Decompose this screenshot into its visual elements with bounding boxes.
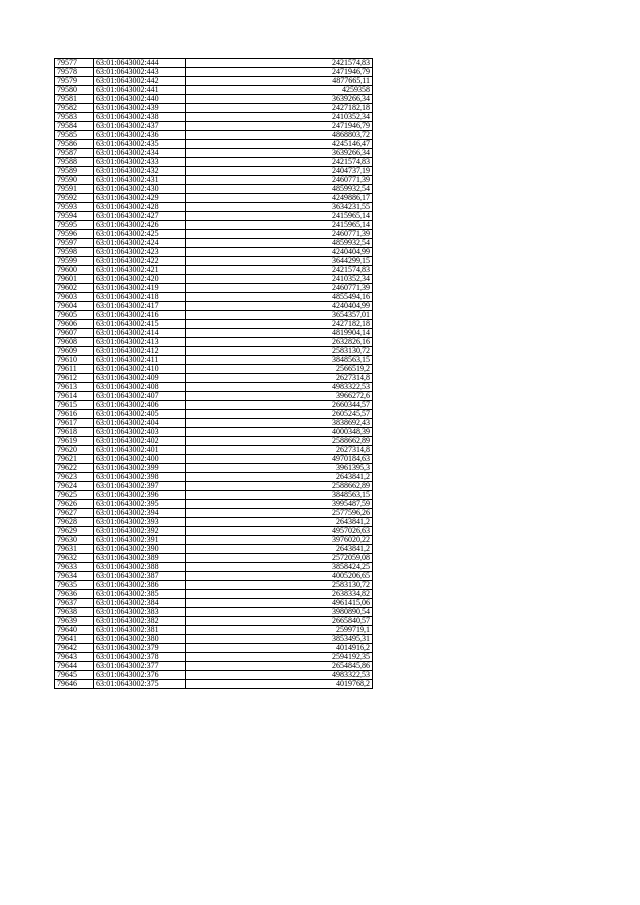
cadastral-number-cell: 63:01:0643002:398 [94,473,186,482]
cadastral-number-cell: 63:01:0643002:429 [94,194,186,203]
value-cell: 2583130,72 [186,581,373,590]
row-number-cell: 79593 [55,203,94,212]
cadastral-number-cell: 63:01:0643002:391 [94,536,186,545]
row-number-cell: 79582 [55,104,94,113]
row-number-cell: 79587 [55,149,94,158]
cadastral-number-cell: 63:01:0643002:414 [94,329,186,338]
table-row [55,554,373,563]
value-cell: 4859932,54 [186,239,373,248]
row-number-cell: 79597 [55,239,94,248]
value-cell: 3961395,3 [186,464,373,473]
cadastral-number-cell: 63:01:0643002:399 [94,464,186,473]
value-cell: 2638334,82 [186,590,373,599]
cadastral-number-cell: 63:01:0643002:412 [94,347,186,356]
table-row [55,491,373,500]
value-cell: 2427182,18 [186,320,373,329]
table-row [55,680,373,689]
cadastral-number-cell: 63:01:0643002:441 [94,86,186,95]
table-row [55,104,373,113]
row-number-cell: 79583 [55,113,94,122]
row-number-cell: 79627 [55,509,94,518]
row-number-cell: 79606 [55,320,94,329]
cadastral-number-cell: 63:01:0643002:386 [94,581,186,590]
table-row [55,140,373,149]
row-number-cell: 79617 [55,419,94,428]
table-row [55,266,373,275]
value-cell: 2665840,57 [186,617,373,626]
value-cell: 2632826,16 [186,338,373,347]
table-row [55,167,373,176]
value-cell: 4983322,53 [186,383,373,392]
row-number-cell: 79586 [55,140,94,149]
cadastral-number-cell: 63:01:0643002:378 [94,653,186,662]
table-row [55,383,373,392]
cadastral-number-cell: 63:01:0643002:413 [94,338,186,347]
table-row [55,419,373,428]
row-number-cell: 79598 [55,248,94,257]
row-number-cell: 79577 [55,59,94,68]
cadastral-number-cell: 63:01:0643002:444 [94,59,186,68]
value-cell: 2643841,2 [186,545,373,554]
table-row [55,86,373,95]
row-number-cell: 79623 [55,473,94,482]
row-number-cell: 79608 [55,338,94,347]
row-number-cell: 79615 [55,401,94,410]
table-row [55,662,373,671]
cadastral-number-cell: 63:01:0643002:427 [94,212,186,221]
row-number-cell: 79630 [55,536,94,545]
value-cell: 2471946,79 [186,68,373,77]
cadastral-number-cell: 63:01:0643002:407 [94,392,186,401]
value-cell: 2421574,83 [186,158,373,167]
cadastral-number-cell: 63:01:0643002:435 [94,140,186,149]
cadastral-number-cell: 63:01:0643002:440 [94,95,186,104]
value-cell: 4855494,16 [186,293,373,302]
row-number-cell: 79635 [55,581,94,590]
table-row [55,131,373,140]
row-number-cell: 79640 [55,626,94,635]
value-cell: 3639266,34 [186,149,373,158]
table-row [55,473,373,482]
value-cell: 2460771,39 [186,230,373,239]
value-cell: 4877665,11 [186,77,373,86]
row-number-cell: 79596 [55,230,94,239]
cadastral-number-cell: 63:01:0643002:392 [94,527,186,536]
cadastral-number-cell: 63:01:0643002:402 [94,437,186,446]
table-row [55,482,373,491]
value-cell: 4819904,14 [186,329,373,338]
value-cell: 2583130,72 [186,347,373,356]
value-cell: 2594192,35 [186,653,373,662]
row-number-cell: 79580 [55,86,94,95]
value-cell: 2643841,2 [186,518,373,527]
table-row [55,635,373,644]
row-number-cell: 79579 [55,77,94,86]
table-row [55,329,373,338]
row-number-cell: 79631 [55,545,94,554]
row-number-cell: 79594 [55,212,94,221]
value-cell: 3848563,15 [186,356,373,365]
row-number-cell: 79595 [55,221,94,230]
value-cell: 3995487,59 [186,500,373,509]
cadastral-number-cell: 63:01:0643002:430 [94,185,186,194]
value-cell: 3644299,15 [186,257,373,266]
cadastral-number-cell: 63:01:0643002:424 [94,239,186,248]
table-row [55,95,373,104]
value-cell: 3654357,01 [186,311,373,320]
table-row [55,428,373,437]
cadastral-number-cell: 63:01:0643002:390 [94,545,186,554]
value-cell: 4970184,63 [186,455,373,464]
table-body [55,59,373,689]
row-number-cell: 79604 [55,302,94,311]
cadastral-number-cell: 63:01:0643002:419 [94,284,186,293]
value-cell: 2572059,08 [186,554,373,563]
value-cell: 4019768,2 [186,680,373,689]
cadastral-number-cell: 63:01:0643002:425 [94,230,186,239]
table-row [55,338,373,347]
table-row [55,590,373,599]
value-cell: 4961415,06 [186,599,373,608]
table-row [55,356,373,365]
cadastral-number-cell: 63:01:0643002:405 [94,410,186,419]
row-number-cell: 79602 [55,284,94,293]
value-cell: 2415965,14 [186,212,373,221]
cadastral-number-cell: 63:01:0643002:436 [94,131,186,140]
value-cell: 2599719,1 [186,626,373,635]
table-row [55,437,373,446]
cadastral-number-cell: 63:01:0643002:375 [94,680,186,689]
row-number-cell: 79614 [55,392,94,401]
table-row [55,311,373,320]
row-number-cell: 79645 [55,671,94,680]
table-row [55,536,373,545]
cadastral-number-cell: 63:01:0643002:385 [94,590,186,599]
value-cell: 2415965,14 [186,221,373,230]
row-number-cell: 79592 [55,194,94,203]
value-cell: 4859932,54 [186,185,373,194]
table-row [55,293,373,302]
data-table [54,58,373,689]
row-number-cell: 79624 [55,482,94,491]
cadastral-number-cell: 63:01:0643002:382 [94,617,186,626]
row-number-cell: 79628 [55,518,94,527]
table-row [55,599,373,608]
value-cell: 2471946,79 [186,122,373,131]
table-row [55,239,373,248]
table-row [55,653,373,662]
cadastral-number-cell: 63:01:0643002:388 [94,563,186,572]
value-cell: 2421574,83 [186,266,373,275]
row-number-cell: 79610 [55,356,94,365]
row-number-cell: 79646 [55,680,94,689]
value-cell: 3639266,34 [186,95,373,104]
cadastral-number-cell: 63:01:0643002:423 [94,248,186,257]
table-row [55,275,373,284]
cadastral-number-cell: 63:01:0643002:438 [94,113,186,122]
table-row [55,545,373,554]
table-row [55,149,373,158]
value-cell: 4245146,47 [186,140,373,149]
cadastral-number-cell: 63:01:0643002:400 [94,455,186,464]
row-number-cell: 79590 [55,176,94,185]
cadastral-number-cell: 63:01:0643002:387 [94,572,186,581]
table-row [55,320,373,329]
value-cell: 4005206,65 [186,572,373,581]
cadastral-number-cell: 63:01:0643002:443 [94,68,186,77]
row-number-cell: 79613 [55,383,94,392]
value-cell: 4259358 [186,86,373,95]
value-cell: 2566519,2 [186,365,373,374]
row-number-cell: 79585 [55,131,94,140]
row-number-cell: 79581 [55,95,94,104]
value-cell: 4000348,39 [186,428,373,437]
row-number-cell: 79637 [55,599,94,608]
table-row [55,122,373,131]
row-number-cell: 79636 [55,590,94,599]
value-cell: 4014916,2 [186,644,373,653]
value-cell: 4957026,63 [186,527,373,536]
value-cell: 4868803,72 [186,131,373,140]
row-number-cell: 79625 [55,491,94,500]
table-row [55,365,373,374]
value-cell: 2654845,86 [186,662,373,671]
table-row [55,401,373,410]
row-number-cell: 79639 [55,617,94,626]
table-row [55,230,373,239]
row-number-cell: 79621 [55,455,94,464]
value-cell: 2410352,34 [186,275,373,284]
value-cell: 3838692,43 [186,419,373,428]
row-number-cell: 79611 [55,365,94,374]
value-cell: 3853495,31 [186,635,373,644]
cadastral-number-cell: 63:01:0643002:422 [94,257,186,266]
value-cell: 2427182,18 [186,104,373,113]
row-number-cell: 79626 [55,500,94,509]
cadastral-number-cell: 63:01:0643002:408 [94,383,186,392]
table-row [55,626,373,635]
table-row [55,221,373,230]
value-cell: 3634231,55 [186,203,373,212]
table-row [55,374,373,383]
cadastral-number-cell: 63:01:0643002:410 [94,365,186,374]
table-row [55,410,373,419]
row-number-cell: 79622 [55,464,94,473]
value-cell: 2588662,89 [186,482,373,491]
row-number-cell: 79591 [55,185,94,194]
cadastral-number-cell: 63:01:0643002:418 [94,293,186,302]
cadastral-number-cell: 63:01:0643002:384 [94,599,186,608]
value-cell: 2627314,8 [186,374,373,383]
row-number-cell: 79601 [55,275,94,284]
cadastral-number-cell: 63:01:0643002:432 [94,167,186,176]
cadastral-number-cell: 63:01:0643002:431 [94,176,186,185]
value-cell: 2460771,39 [186,284,373,293]
row-number-cell: 79603 [55,293,94,302]
table-row [55,518,373,527]
cadastral-number-cell: 63:01:0643002:403 [94,428,186,437]
cadastral-number-cell: 63:01:0643002:380 [94,635,186,644]
table-row [55,644,373,653]
table-row [55,248,373,257]
value-cell: 3976020,22 [186,536,373,545]
cadastral-number-cell: 63:01:0643002:383 [94,608,186,617]
table-row [55,563,373,572]
table-row [55,455,373,464]
table-row [55,347,373,356]
value-cell: 2421574,83 [186,59,373,68]
table-row [55,185,373,194]
cadastral-number-cell: 63:01:0643002:439 [94,104,186,113]
table-row [55,392,373,401]
value-cell: 4240404,99 [186,302,373,311]
table-row [55,284,373,293]
row-number-cell: 79607 [55,329,94,338]
value-cell: 3848563,15 [186,491,373,500]
table-row [55,68,373,77]
row-number-cell: 79643 [55,653,94,662]
row-number-cell: 79612 [55,374,94,383]
cadastral-number-cell: 63:01:0643002:381 [94,626,186,635]
row-number-cell: 79638 [55,608,94,617]
cadastral-number-cell: 63:01:0643002:415 [94,320,186,329]
value-cell: 3980890,54 [186,608,373,617]
row-number-cell: 79600 [55,266,94,275]
table-row [55,203,373,212]
cadastral-number-cell: 63:01:0643002:396 [94,491,186,500]
table-row [55,527,373,536]
row-number-cell: 79632 [55,554,94,563]
value-cell: 3858424,25 [186,563,373,572]
value-cell: 2643841,2 [186,473,373,482]
row-number-cell: 79618 [55,428,94,437]
cadastral-number-cell: 63:01:0643002:420 [94,275,186,284]
value-cell: 2627314,8 [186,446,373,455]
cadastral-number-cell: 63:01:0643002:416 [94,311,186,320]
value-cell: 2404737,19 [186,167,373,176]
value-cell: 4240404,99 [186,248,373,257]
value-cell: 2577596,26 [186,509,373,518]
row-number-cell: 79589 [55,167,94,176]
cadastral-number-cell: 63:01:0643002:397 [94,482,186,491]
value-cell: 2410352,34 [186,113,373,122]
cadastral-number-cell: 63:01:0643002:426 [94,221,186,230]
cadastral-number-cell: 63:01:0643002:411 [94,356,186,365]
table-row [55,509,373,518]
cadastral-number-cell: 63:01:0643002:395 [94,500,186,509]
row-number-cell: 79588 [55,158,94,167]
cadastral-number-cell: 63:01:0643002:434 [94,149,186,158]
table-row [55,176,373,185]
value-cell: 2588662,89 [186,437,373,446]
row-number-cell: 79634 [55,572,94,581]
table-row [55,194,373,203]
table-row [55,464,373,473]
table-row [55,671,373,680]
cadastral-number-cell: 63:01:0643002:428 [94,203,186,212]
row-number-cell: 79633 [55,563,94,572]
row-number-cell: 79605 [55,311,94,320]
row-number-cell: 79584 [55,122,94,131]
cadastral-number-cell: 63:01:0643002:379 [94,644,186,653]
cadastral-number-cell: 63:01:0643002:376 [94,671,186,680]
value-cell: 2605245,57 [186,410,373,419]
table-row [55,446,373,455]
table-row [55,302,373,311]
row-number-cell: 79609 [55,347,94,356]
value-cell: 2660344,57 [186,401,373,410]
row-number-cell: 79642 [55,644,94,653]
table-row [55,608,373,617]
table-row [55,77,373,86]
value-cell: 4249886,17 [186,194,373,203]
row-number-cell: 79619 [55,437,94,446]
table-row [55,59,373,68]
cadastral-number-cell: 63:01:0643002:417 [94,302,186,311]
cadastral-number-cell: 63:01:0643002:401 [94,446,186,455]
table-row [55,257,373,266]
table-row [55,572,373,581]
row-number-cell: 79599 [55,257,94,266]
row-number-cell: 79644 [55,662,94,671]
table-row [55,581,373,590]
row-number-cell: 79629 [55,527,94,536]
cadastral-number-cell: 63:01:0643002:377 [94,662,186,671]
cadastral-number-cell: 63:01:0643002:442 [94,77,186,86]
cadastral-number-cell: 63:01:0643002:389 [94,554,186,563]
cadastral-number-cell: 63:01:0643002:404 [94,419,186,428]
table-row [55,212,373,221]
value-cell: 2460771,39 [186,176,373,185]
cadastral-number-cell: 63:01:0643002:394 [94,509,186,518]
cadastral-number-cell: 63:01:0643002:433 [94,158,186,167]
table-row [55,158,373,167]
row-number-cell: 79616 [55,410,94,419]
cadastral-number-cell: 63:01:0643002:421 [94,266,186,275]
row-number-cell: 79578 [55,68,94,77]
value-cell: 4983322,53 [186,671,373,680]
value-cell: 3966272,6 [186,392,373,401]
row-number-cell: 79641 [55,635,94,644]
cadastral-number-cell: 63:01:0643002:437 [94,122,186,131]
table-row [55,617,373,626]
cadastral-number-cell: 63:01:0643002:393 [94,518,186,527]
cadastral-number-cell: 63:01:0643002:409 [94,374,186,383]
table-row [55,500,373,509]
row-number-cell: 79620 [55,446,94,455]
table-row [55,113,373,122]
cadastral-number-cell: 63:01:0643002:406 [94,401,186,410]
